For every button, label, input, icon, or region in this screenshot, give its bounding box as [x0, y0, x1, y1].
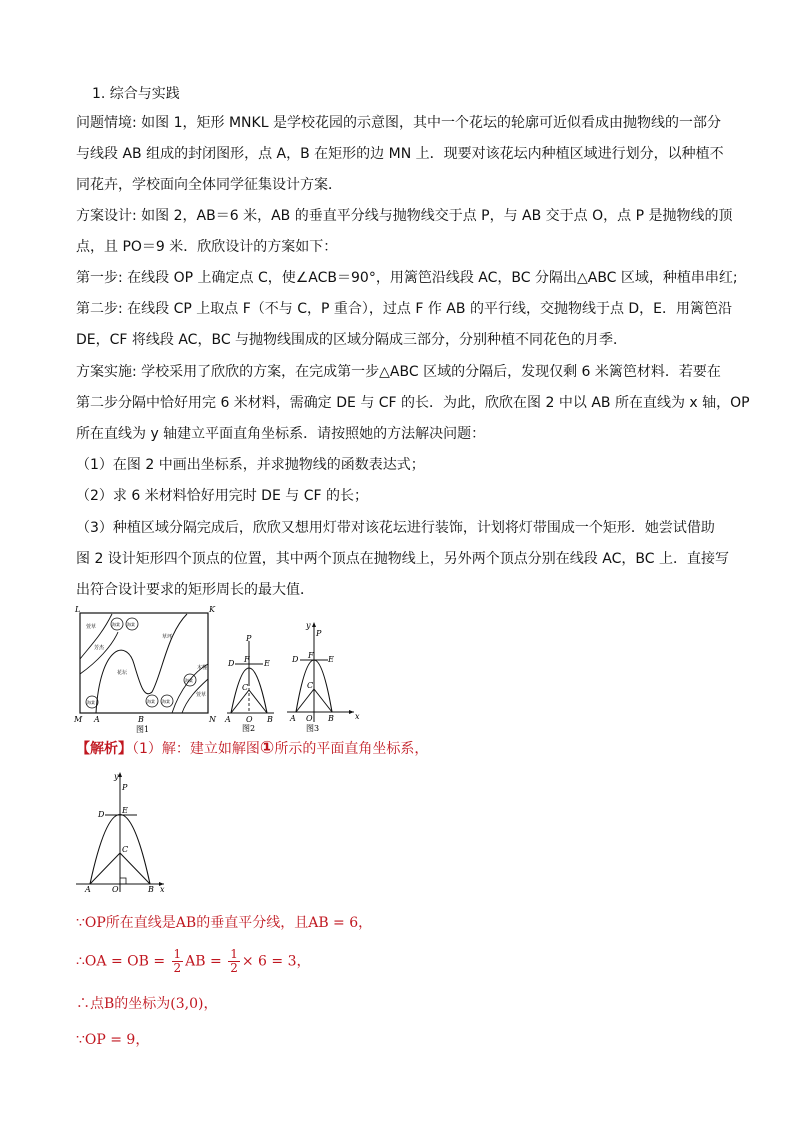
problem-line: 所在直线为 y 轴建立平面直角坐标系．请按照她的方法解决问题：: [76, 426, 486, 442]
flowerbed-curve: [96, 614, 187, 713]
region-label: 海棠: [147, 699, 155, 704]
problem-line: 第二步分隔中恰好用完 6 米材料，需确定 DE 与 CF 的长．为此，欣欣在图 2 中以 AB 所在直线为 x 轴，OP: [76, 395, 750, 411]
question-3: （3）种植区域分隔完成后，欣欣又想用灯带对该花坛进行装饰，计划将灯带围成一个矩形．她尝试借助: [76, 520, 715, 536]
svg-text:F: F: [244, 655, 250, 664]
svg-text:C: C: [307, 681, 314, 690]
corner-label-k: K: [209, 605, 215, 614]
svg-text:D: D: [98, 810, 105, 819]
svg-text:B: B: [267, 715, 273, 724]
problem-line: 方案实施: 学校采用了欣欣的方案，在完成第一步△ABC 区域的分隔后，发现仅剩 6 米篱笆材料．若要在: [76, 364, 721, 380]
region-label: 草坪: [162, 634, 173, 640]
figure-3-coordinate-diagram: [282, 618, 362, 734]
svg-text:O: O: [306, 714, 313, 723]
problem-line: 点，且 PO＝9 米．欣欣设计的方案如下：: [76, 239, 338, 255]
figure-1-caption: 图1: [136, 725, 150, 734]
problem-line: DE，CF 将线段 AC，BC 与抛物线围成的区域分隔成三部分，分别种植不同花色的月季．: [76, 332, 628, 348]
point-label-b: B: [138, 715, 144, 724]
svg-text:D: D: [292, 655, 299, 664]
svg-text:E: E: [264, 659, 270, 668]
solution-intro-part: （1）解：建立如解图: [132, 741, 260, 757]
problem-line: 同花卉，学校面向全体同学征集设计方案．: [76, 177, 342, 193]
region-label: 海棠: [112, 622, 120, 627]
solution-step-4: ∵OP = 9，: [76, 1032, 150, 1048]
region-label: 海棠: [162, 699, 170, 704]
solution-intro: [76, 738, 428, 759]
corner-label-l: L: [75, 605, 81, 614]
solution-intro-rest: 所示的平面直角坐标系，: [274, 741, 429, 757]
region-label: 芳杰: [94, 645, 105, 651]
svg-text:O: O: [112, 885, 119, 894]
figure-1-garden-diagram: [72, 604, 217, 734]
region-label: 萱草: [196, 692, 207, 698]
problem-line: 图 2 设计矩形四个顶点的位置，其中两个顶点在抛物线上，另外两个顶点分别在线段 AC，BC 上．直接写: [76, 551, 729, 567]
fraction: $\frac{1}{2}$: [173, 947, 182, 975]
svg-text:F: F: [308, 651, 314, 660]
rectangle-mnkl: [80, 613, 208, 713]
solution-step-3: ∴点B的坐标为(3,0)，: [76, 996, 218, 1012]
svg-text:O: O: [246, 715, 253, 724]
svg-text:D: D: [228, 659, 235, 668]
figure-3-caption: 图3: [306, 724, 320, 733]
circle-number: ①: [259, 738, 275, 758]
region-label: 木槿: [197, 665, 208, 671]
question-1: （1）在图 2 中画出坐标系，并求抛物线的函数表达式；: [76, 457, 425, 473]
svg-text:y: y: [114, 772, 119, 781]
question-2: （2）求 6 米材料恰好用完时 DE 与 CF 的长；: [76, 488, 368, 504]
region-label: 海棠: [185, 678, 193, 683]
problem-line: 与线段 AB 组成的封闭图形，点 A，B 在矩形的边 MN 上．现要对该花坛内种植区域进行划分，以种植不: [76, 146, 724, 162]
svg-text:A: A: [225, 715, 231, 724]
solution-step-1: ∵OP所在直线是AB的垂直平分线，且AB = 6，: [76, 915, 373, 931]
problem-line: 问题情境: 如图 1，矩形 MNKL 是学校花园的示意图，其中一个花坛的轮廓可近似看成由抛物线的一部分: [76, 115, 721, 131]
problem-line: 出符合设计要求的矩形周长的最大值．: [76, 582, 314, 598]
svg-text:A: A: [85, 885, 91, 894]
problem-line: 第二步: 在线段 CP 上取点 F（不与 C，P 重合），过点 F 作 AB 的平行线，交抛物线于点 D，E．用篱笆沿: [76, 301, 733, 317]
region-label: 花坛: [117, 670, 128, 676]
region-label: 萱草: [86, 624, 97, 630]
region-label: 海棠: [87, 700, 95, 705]
solution-head: 【解析】: [76, 741, 132, 757]
problem-heading: 1. 综合与实践: [92, 86, 180, 102]
svg-text:x: x: [355, 712, 360, 721]
svg-text:E: E: [328, 655, 334, 664]
fraction: $\frac{1}{2}$: [230, 947, 238, 975]
corner-label-m: M: [74, 715, 83, 724]
solution-coordinate-figure: [72, 770, 172, 895]
svg-text:A: A: [290, 714, 296, 723]
point-label-a: A: [94, 715, 100, 724]
solution-step-2: ∴OA = OB = $\frac{1}{2}$ AB = $\frac{1}{2}$ × 6 = 3，: [76, 947, 311, 975]
figure-2-parabola-diagram: [222, 628, 280, 734]
problem-line: 第一步: 在线段 OP 上确定点 C，使∠ACB＝90°，用篱笆沿线段 AC，BC 分隔出△ABC 区域，种植串串红;: [76, 270, 738, 286]
svg-text:B: B: [328, 714, 334, 723]
svg-text:C: C: [122, 845, 129, 854]
svg-text:y: y: [306, 621, 311, 630]
svg-text:P: P: [316, 629, 322, 638]
corner-label-n: N: [209, 715, 216, 724]
svg-text:P: P: [246, 634, 252, 643]
region-label: 海棠: [127, 622, 135, 627]
svg-text:E: E: [122, 806, 128, 815]
svg-text:C: C: [242, 683, 249, 692]
svg-text:x: x: [160, 885, 165, 894]
svg-text:P: P: [122, 783, 128, 792]
problem-line: 方案设计: 如图 2，AB＝6 米，AB 的垂直平分线与抛物线交于点 P，与 AB 交于点 O，点 P 是抛物线的顶: [76, 208, 733, 224]
svg-text:B: B: [148, 885, 154, 894]
figure-2-caption: 图2: [242, 724, 256, 733]
